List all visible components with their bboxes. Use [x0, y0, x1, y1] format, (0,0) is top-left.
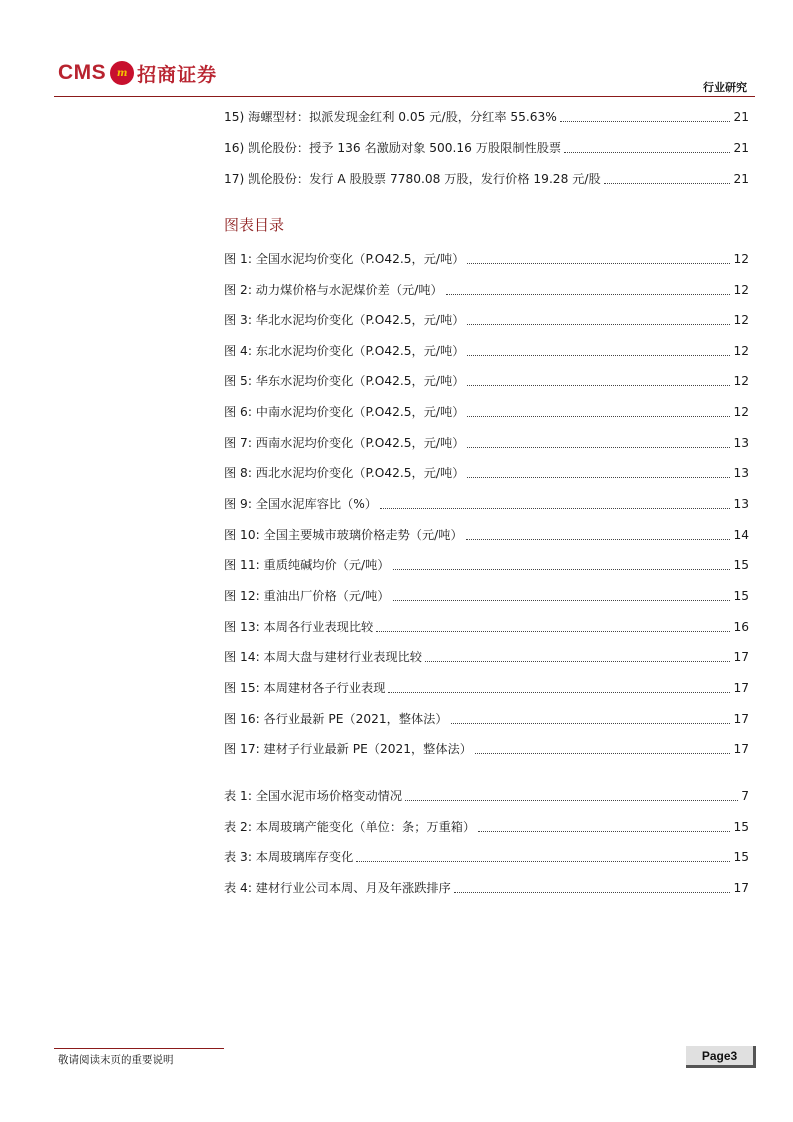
header-divider [54, 96, 755, 97]
toc-page-number: 15 [733, 558, 749, 572]
page-number-badge: Page3 [686, 1046, 756, 1068]
toc-leader [467, 416, 730, 417]
toc-leader [446, 294, 731, 295]
toc-row-text: 图 11: 重质纯碱均价（元/吨） [224, 558, 390, 572]
toc-page-number: 17 [733, 881, 749, 895]
toc-leader [467, 447, 730, 448]
toc-row-text: 图 5: 华东水泥均价变化（P.O42.5，元/吨） [224, 374, 465, 388]
toc-row-text: 图 13: 本周各行业表现比较 [224, 620, 374, 634]
toc-leader [564, 152, 730, 153]
toc-leader [388, 692, 730, 693]
toc-row-text: 图 10: 全国主要城市玻璃价格走势（元/吨） [224, 528, 463, 542]
toc-leader [475, 753, 731, 754]
toc-row-text: 图 6: 中南水泥均价变化（P.O42.5，元/吨） [224, 405, 465, 419]
toc-leader [467, 355, 730, 356]
logo-cms-text: CMS [58, 61, 107, 84]
toc-leader [451, 723, 731, 724]
toc-page-number: 17 [733, 650, 749, 664]
toc-row-text: 表 1: 全国水泥市场价格变动情况 [224, 789, 403, 803]
toc-leader [604, 183, 731, 184]
toc-leader [405, 800, 738, 801]
toc-leader [467, 324, 730, 325]
logo-badge-icon [110, 61, 134, 85]
toc-leader [478, 831, 730, 832]
toc-page-number: 17 [733, 742, 749, 756]
toc-leader [393, 569, 731, 570]
toc-row-text: 图 12: 重油出厂价格（元/吨） [224, 589, 390, 603]
toc-row-text: 表 3: 本周玻璃库存变化 [224, 850, 354, 864]
toc-row-text: 图 3: 华北水泥均价变化（P.O42.5，元/吨） [224, 313, 465, 327]
toc-page-number: 12 [733, 283, 749, 297]
toc-page-number: 13 [733, 497, 749, 511]
toc-page-number: 12 [733, 405, 749, 419]
toc-leader [356, 861, 730, 862]
toc-page-number: 12 [733, 374, 749, 388]
toc-page-number: 12 [733, 252, 749, 266]
toc-row-text: 图 8: 西北水泥均价变化（P.O42.5，元/吨） [224, 466, 465, 480]
toc-row-text: 17) 凯伦股份：发行 A 股股票 7780.08 万股，发行价格 19.28 元/股 [224, 172, 601, 186]
toc-row-text: 图 2: 动力煤价格与水泥煤价差（元/吨） [224, 283, 443, 297]
toc-row-text: 图 9: 全国水泥库容比（%） [224, 497, 378, 511]
toc-page-number: 14 [733, 528, 749, 542]
toc-leader [467, 385, 730, 386]
section-label: 行业研究 [703, 81, 747, 94]
toc-page-number: 13 [733, 436, 749, 450]
toc-row-text: 图 1: 全国水泥均价变化（P.O42.5，元/吨） [224, 252, 465, 266]
toc-page-number: 21 [733, 141, 749, 155]
toc-row-text: 图 15: 本周建材各子行业表现 [224, 681, 386, 695]
toc-row-text: 图 17: 建材子行业最新 PE（2021，整体法） [224, 742, 472, 756]
toc-page-number: 21 [733, 110, 749, 124]
toc-row-text: 图 14: 本周大盘与建材行业表现比较 [224, 650, 422, 664]
logo-badge-mark: m [116, 67, 128, 79]
toc-page-number: 12 [733, 344, 749, 358]
footer-disclaimer: 敬请阅读末页的重要说明 [58, 1054, 174, 1066]
toc-page-number: 17 [733, 712, 749, 726]
toc-row-text: 图 7: 西南水泥均价变化（P.O42.5，元/吨） [224, 436, 465, 450]
toc-leader [425, 661, 730, 662]
toc-page-number: 15 [733, 850, 749, 864]
toc-leader [467, 477, 730, 478]
toc-page-number: 7 [741, 789, 749, 803]
toc-row-text: 15) 海螺型材：拟派发现金红利 0.05 元/股，分红率 55.63% [224, 110, 557, 124]
figure-toc-title: 图表目录 [224, 216, 285, 234]
toc-page-number: 17 [733, 681, 749, 695]
toc-page-number: 21 [733, 172, 749, 186]
toc-page-number: 15 [733, 820, 749, 834]
toc-leader [380, 508, 730, 509]
logo-cn-text: 招商证券 [137, 63, 218, 86]
toc-leader [376, 631, 730, 632]
toc-row-text: 图 16: 各行业最新 PE（2021，整体法） [224, 712, 448, 726]
toc-row-text: 表 4: 建材行业公司本周、月及年涨跌排序 [224, 881, 451, 895]
toc-leader [454, 892, 731, 893]
toc-row-text: 表 2: 本周玻璃产能变化（单位：条；万重箱） [224, 820, 476, 834]
toc-leader [467, 263, 730, 264]
toc-row-text: 16) 凯伦股份：授予 136 名激励对象 500.16 万股限制性股票 [224, 141, 562, 155]
footer-divider [54, 1048, 224, 1049]
toc-row-text: 图 4: 东北水泥均价变化（P.O42.5，元/吨） [224, 344, 465, 358]
company-logo [58, 58, 217, 88]
toc-leader [560, 121, 731, 122]
toc-leader [466, 539, 731, 540]
toc-page-number: 13 [733, 466, 749, 480]
toc-page-number: 12 [733, 313, 749, 327]
toc-page-number: 15 [733, 589, 749, 603]
toc-leader [393, 600, 731, 601]
toc-page-number: 16 [733, 620, 749, 634]
